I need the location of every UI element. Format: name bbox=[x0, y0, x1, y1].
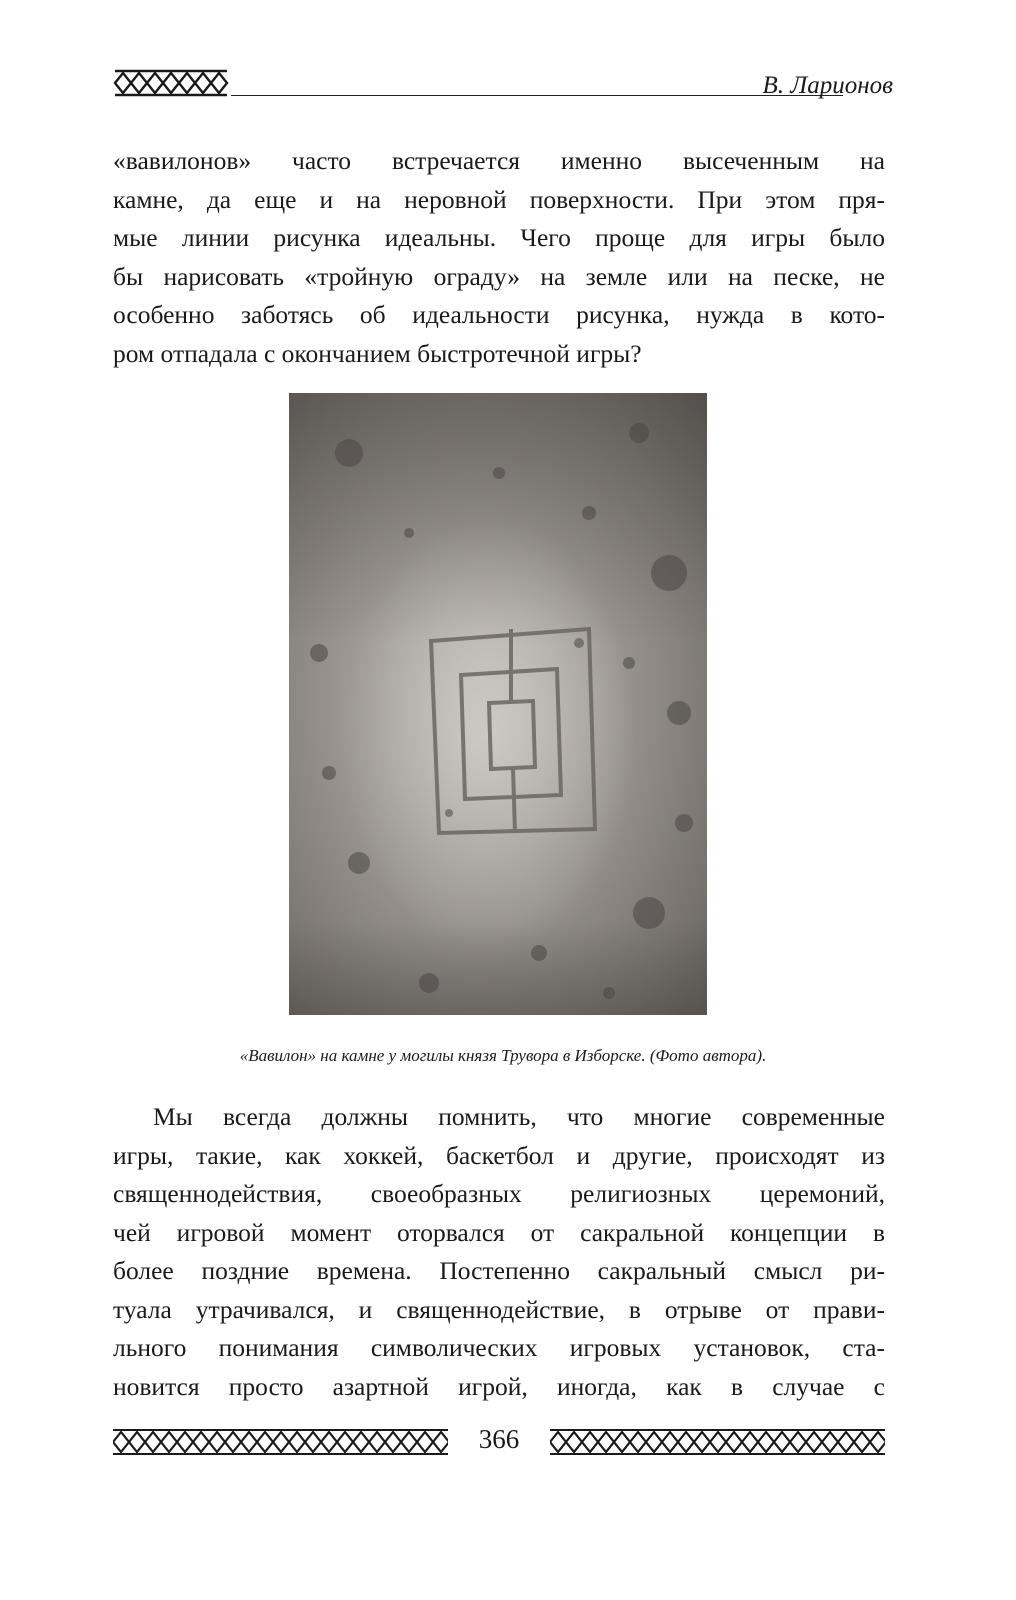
text-line: бы нарисовать «тройную ограду» на земле или на песке, не bbox=[113, 261, 885, 291]
text-line: священнодействия, своеобразных религиозных церемоний, bbox=[113, 1179, 885, 1208]
text-line: льного понимания символических игровых установок, ста- bbox=[113, 1333, 885, 1362]
text-line: особенно заботясь об идеальности рисунка, нужда в кото- bbox=[113, 300, 885, 329]
text-line: камне, да еще и на неровной поверхности. При этом пря- bbox=[113, 184, 885, 214]
paragraph-top bbox=[113, 142, 885, 373]
text-line: Мы всегда должны помнить, что многие современные bbox=[153, 1102, 885, 1131]
running-header bbox=[113, 62, 893, 102]
text-line: «вавилонов» часто встречается именно высеченным на bbox=[113, 146, 885, 175]
header-rule bbox=[231, 95, 843, 96]
text-line: ром отпадала с окончанием быстротечной игры? bbox=[113, 338, 642, 368]
text-line: чей игровой момент оторвался от сакральной концепции в bbox=[113, 1217, 885, 1247]
running-header-author: В. Ларионов bbox=[762, 72, 893, 99]
page-number: 366 bbox=[478, 1424, 520, 1454]
stone-photo bbox=[289, 393, 707, 1015]
paragraph-bottom bbox=[113, 1098, 885, 1406]
footer-ornament-right-icon bbox=[550, 1428, 885, 1456]
header-ornament-icon bbox=[113, 68, 229, 98]
text-line: игры, такие, как хоккей, баскетбол и другие, происходят из bbox=[113, 1140, 885, 1170]
text-line: более поздние времена. Постепенно сакральный смысл ри- bbox=[113, 1256, 885, 1285]
figure-caption: «Вавилон» на камне у могилы князя Трувора в Изборске. (Фото автора). bbox=[239, 1046, 767, 1065]
text-line: новится просто азартной игрой, иногда, как в случае с bbox=[113, 1371, 885, 1401]
text-line: мые линии рисунка идеальны. Чего проще для игры было bbox=[113, 223, 885, 252]
stone-carving-image bbox=[289, 393, 707, 1015]
text-line: туала утрачивался, и священнодействие, в отрыве от прави- bbox=[113, 1294, 885, 1324]
page-footer bbox=[113, 1424, 885, 1464]
footer-ornament-left-icon bbox=[113, 1428, 448, 1456]
